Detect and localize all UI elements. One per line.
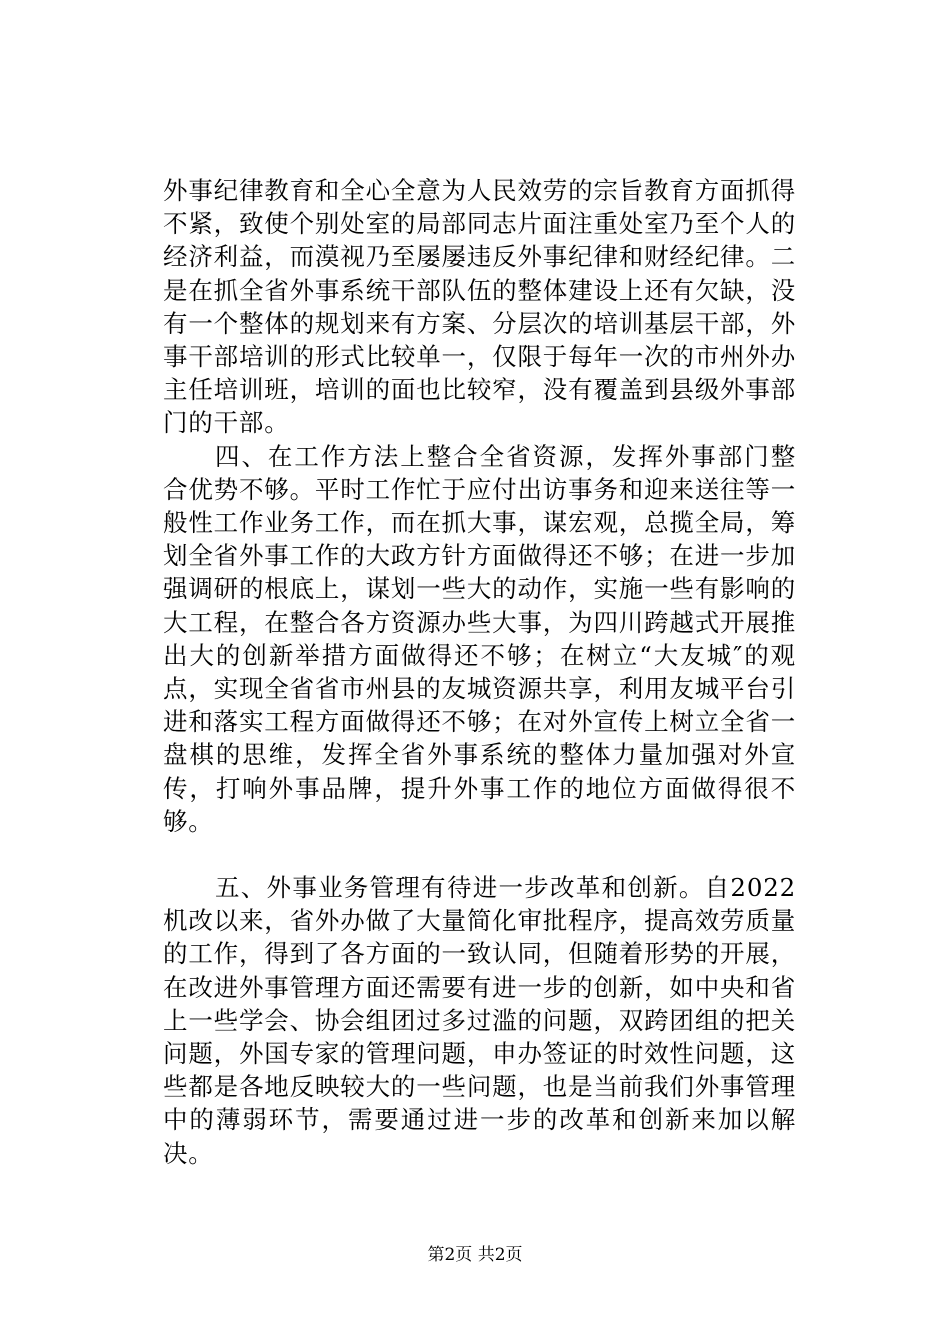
paragraph-section-five: 五、外事业务管理有待进一步改革和创新。自2022机改以来，省外办做了大量简化审批程序，提高效劳质量的工作，得到了各方面的一致认同，但随着形势的开展，在改进外事管理方面还需要有进一步的创新，如中央和省上一些学会、协会组团过多过滥的问题，双跨团组的把关问题，外国专家的管理问题，申办签证的时效性问题，这些都是各地反映较大的一些问题，也是当前我们外事管理中的薄弱环节，需要通过进一步的改革和创新来加以解决。	[163, 873, 796, 1168]
paragraph-continuation: 外事纪律教育和全心全意为人民效劳的宗旨教育方面抓得不紧，致使个别处室的局部同志片面注重处室乃至个人的经济利益，而漠视乃至屡屡违反外事纪律和财经纪律。二是在抓全省外事系统干部队伍的整体建设上还有欠缺，没有一个整体的规划来有方案、分层次的培训基层干部，外事干部培训的形式比较单一，仅限于每年一次的市州外办主任培训班，培训的面也比较窄，没有覆盖到县级外事部门的干部。	[163, 176, 796, 438]
page-footer: 第2页 共2页	[427, 1245, 523, 1265]
paragraph-section-four: 四、在工作方法上整合全省资源，发挥外事部门整合优势不够。平时工作忙于应付出访事务和迎来送往等一般性工作业务工作，而在抓大事，谋宏观，总揽全局，筹划全省外事工作的大政方针方面做得还不够；在进一步加强调研的根底上，谋划一些大的动作，实施一些有影响的大工程，在整合各方资源办些大事，为四川跨越式开展推出大的创新举措方面做得还不够；在树立“大友城″的观点，实现全省省市州县的友城资源共享，利用友城平台引进和落实工程方面做得还不够；在对外宣传上树立全省一盘棋的思维，发挥全省外事系统的整体力量加强对外宣传，打响外事品牌，提升外事工作的地位方面做得很不够。	[163, 441, 796, 836]
paragraph-gap	[163, 838, 796, 871]
document-body	[163, 174, 796, 1170]
